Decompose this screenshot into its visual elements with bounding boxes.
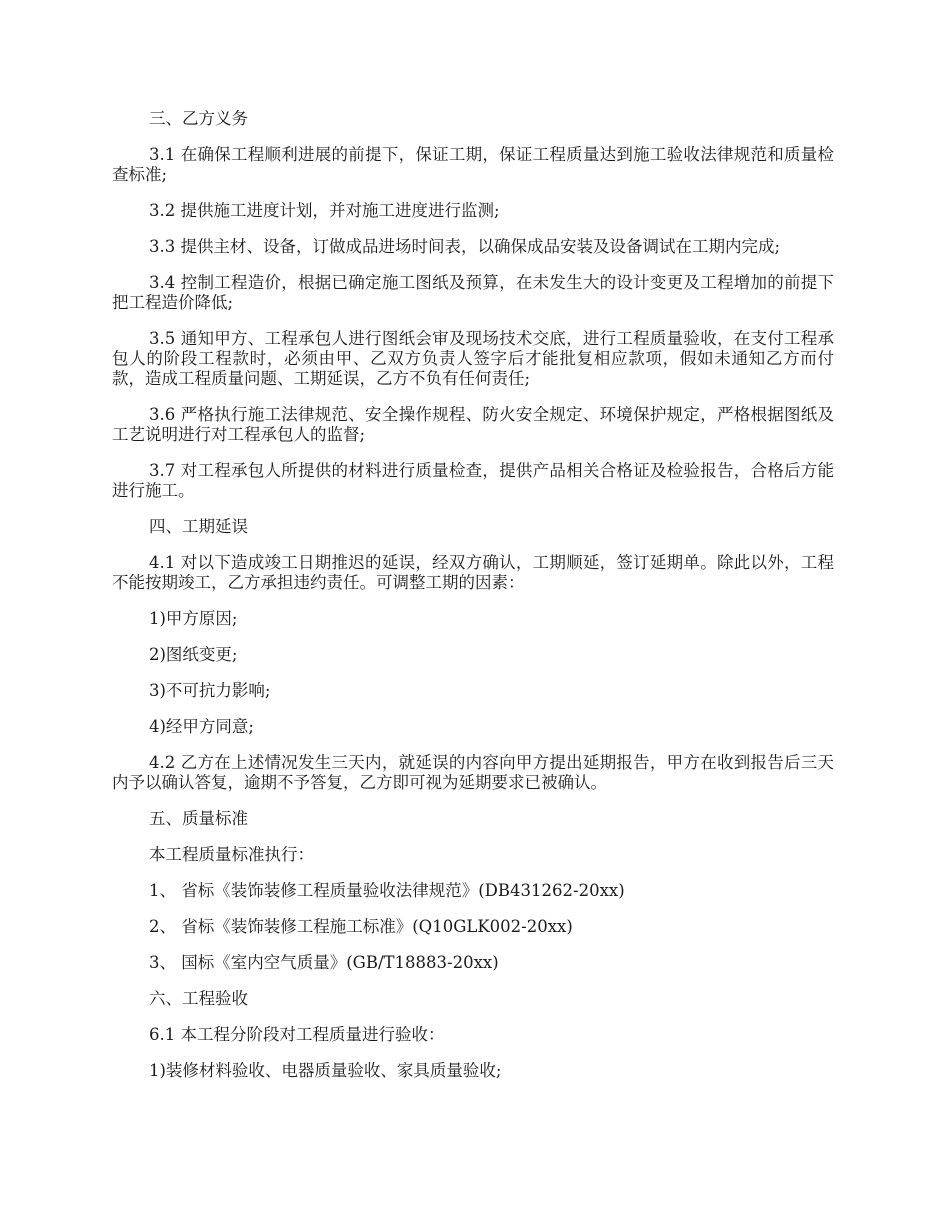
- quality-standard-3: 3、 国标《室内空气质量》(GB/T18883-20xx): [149, 953, 499, 972]
- section-3-heading: 三、乙方义务: [149, 109, 248, 128]
- delay-factor-1: 1)甲方原因;: [149, 609, 238, 628]
- delay-factor-4: 4)经甲方同意;: [149, 717, 254, 736]
- clause-3-7: 3.7 对工程承包人所提供的材料进行质量检查，提供产品相关合格证及检验报告，合格后方能进行施工。: [112, 461, 834, 500]
- document-page: [112, 109, 834, 1097]
- clause-3-4: 3.4 控制工程造价，根据已确定施工图纸及预算，在未发生大的设计变更及工程增加的前提下把工程造价降低;: [112, 273, 834, 312]
- clause-6-1: 6.1 本工程分阶段对工程质量进行验收：: [149, 1025, 445, 1044]
- quality-standard-1: 1、 省标《装饰装修工程质量验收法律规范》(DB431262-20xx): [149, 881, 625, 900]
- clause-4-2: 4.2 乙方在上述情况发生三天内，就延误的内容向甲方提出延期报告，甲方在收到报告后三天内予以确认答复，逾期不予答复，乙方即可视为延期要求已被确认。: [112, 753, 834, 792]
- section-4-heading: 四、工期延误: [149, 517, 248, 536]
- delay-factor-2: 2)图纸变更;: [149, 645, 238, 664]
- clause-3-5: 3.5 通知甲方、工程承包人进行图纸会审及现场技术交底，进行工程质量验收，在支付工程承包人的阶段工程款时，必须由甲、乙双方负责人签字后才能批复相应款项，假如未通知乙方而付款，造成工程质量问题、工期延误，乙方不负有任何责任;: [112, 329, 834, 388]
- acceptance-item-1: 1)装修材料验收、电器质量验收、家具质量验收;: [149, 1061, 502, 1080]
- section-6-heading: 六、工程验收: [149, 989, 248, 1008]
- clause-3-3: 3.3 提供主材、设备，订做成品进场时间表，以确保成品安装及设备调试在工期内完成;: [149, 237, 781, 256]
- clause-4-1: 4.1 对以下造成竣工日期推迟的延误，经双方确认，工期顺延，签订延期单。除此以外，工程不能按期竣工，乙方承担违约责任。可调整工期的因素：: [112, 553, 834, 592]
- clause-3-1: 3.1 在确保工程顺利进展的前提下，保证工期，保证工程质量达到施工验收法律规范和质量检查标准;: [112, 145, 834, 184]
- clause-3-6: 3.6 严格执行施工法律规范、安全操作规程、防火安全规定、环境保护规定，严格根据图纸及工艺说明进行对工程承包人的监督;: [112, 405, 834, 444]
- quality-standard-2: 2、 省标《装饰装修工程施工标准》(Q10GLK002-20xx): [149, 917, 573, 936]
- clause-3-2: 3.2 提供施工进度计划，并对施工进度进行监测;: [149, 201, 500, 220]
- section-5-heading: 五、质量标准: [149, 809, 248, 828]
- quality-standard-intro: 本工程质量标准执行：: [149, 845, 314, 864]
- delay-factor-3: 3)不可抗力影响;: [149, 681, 271, 700]
